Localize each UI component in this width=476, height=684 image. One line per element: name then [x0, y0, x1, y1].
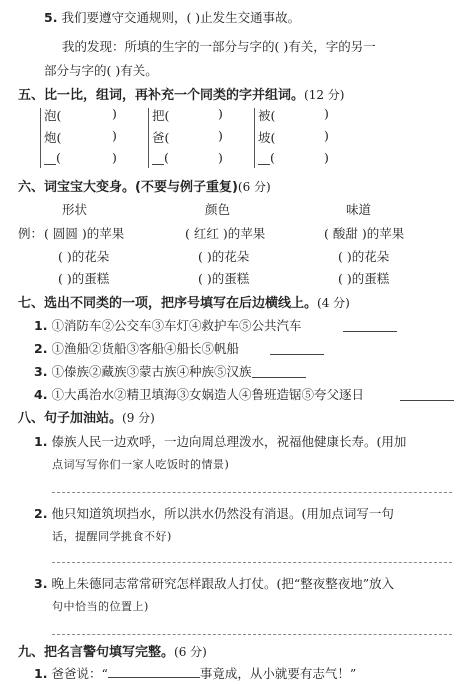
- item-number: 2.: [34, 341, 48, 356]
- sentence-question-3: [34, 574, 394, 592]
- item-text: ①消防车②公交车③车灯④救护车⑤公共汽车: [51, 318, 302, 333]
- group-close: ): [324, 150, 329, 165]
- group-close: ): [112, 150, 117, 165]
- choice-item: [34, 316, 301, 334]
- blank-line: [258, 164, 270, 165]
- fill-cake-shape: ( )的蛋糕: [58, 271, 110, 286]
- section-five-title: [18, 84, 344, 103]
- section-title-text: 九、把名言警句填写完整。: [18, 645, 175, 660]
- group-item-a: 被(: [258, 108, 276, 123]
- example-color: ( 红红 )的苹果: [185, 226, 266, 241]
- group-bracket: [148, 108, 149, 168]
- writing-line[interactable]: [52, 634, 452, 635]
- section-score: (6 分): [174, 645, 207, 659]
- sentence-question-1: [34, 432, 406, 450]
- writing-line[interactable]: [52, 492, 452, 493]
- compare-group-1: [40, 106, 130, 172]
- item-text: ①渔船②货船③客船④船长⑤帆船: [51, 341, 239, 356]
- group-item-a: 把(: [152, 108, 170, 123]
- proverb-prefix: 爸爸说：“: [51, 666, 108, 681]
- proverb-question-1: [34, 664, 356, 682]
- section-score: (12 分): [304, 88, 345, 102]
- writing-line[interactable]: [52, 562, 452, 563]
- item-number: 4.: [34, 387, 48, 402]
- discovery-line-1: 我的发现：所填的生字的一部分与字的( )有关，字的另一: [62, 39, 376, 54]
- item-text: ①大禹治水②精卫填海③女娲造人④鲁班造锯⑤夸父逐日: [51, 387, 364, 402]
- section-score: (6 分): [237, 180, 271, 194]
- choice-item: [34, 385, 364, 403]
- fill-flower-taste: ( )的花朵: [338, 249, 390, 264]
- section-title-text: 六、词宝宝大变身。(不要与例子重复): [18, 180, 238, 195]
- answer-line[interactable]: [343, 331, 397, 332]
- fill-cake-taste: ( )的蛋糕: [338, 271, 390, 286]
- section-nine-title: [18, 641, 207, 660]
- answer-line[interactable]: [252, 377, 306, 378]
- group-close: ): [112, 128, 117, 143]
- group-close: ): [324, 106, 329, 121]
- blank-line: [44, 164, 56, 165]
- sentence-instruction: 句中恰当的位置上): [52, 600, 149, 613]
- group-item-a: 泡(: [44, 108, 62, 123]
- group-item-b: 炮(: [44, 130, 62, 145]
- item-number: 3.: [34, 576, 48, 591]
- item-text: 傣族人民一边欢呼，一边向周总理泼水，祝福他健康长寿。(用加: [51, 434, 407, 449]
- item-number: 3.: [34, 364, 48, 379]
- fill-flower-color: ( )的花朵: [198, 249, 250, 264]
- sentence-instruction: 话，提醒同学挑食不好): [52, 530, 172, 543]
- item-number: 1.: [34, 318, 48, 333]
- header-shape: 形状: [62, 202, 88, 217]
- compare-group-2: [148, 106, 238, 172]
- group-item-c: (: [270, 150, 275, 165]
- blank-line: [152, 164, 164, 165]
- item-number: 1.: [34, 434, 48, 449]
- group-item-b: 坡(: [258, 130, 276, 145]
- proverb-blank[interactable]: [108, 665, 200, 678]
- section-six-title: [18, 176, 271, 195]
- choice-item: [34, 339, 239, 357]
- proverb-suffix: 事竟成，从小就要有志气！”: [199, 666, 357, 681]
- section-score: (9 分): [122, 411, 155, 425]
- group-item-c: (: [56, 150, 61, 165]
- group-close: ): [324, 128, 329, 143]
- item-number: 2.: [34, 506, 48, 521]
- section-score: (4 分): [317, 296, 350, 310]
- example-taste: ( 酸甜 )的苹果: [324, 226, 405, 241]
- group-bracket: [40, 108, 41, 168]
- item-number: 1.: [34, 666, 48, 681]
- group-close: ): [218, 128, 223, 143]
- item-text: ①傣族②藏族③蒙古族④种族⑤汉族: [51, 364, 252, 379]
- question-number: 5.: [44, 10, 58, 25]
- discovery-line-2: 部分与字的( )有关。: [44, 63, 158, 78]
- item-text: 晚上朱德同志常常研究怎样跟敌人打仗。(把“整夜整夜地”放入: [51, 576, 395, 591]
- fill-flower-shape: ( )的花朵: [58, 249, 110, 264]
- group-bracket: [254, 108, 255, 168]
- section-eight-title: [18, 407, 155, 426]
- group-close: ): [112, 106, 117, 121]
- section-title-text: 八、句子加油站。: [18, 411, 123, 426]
- section-title-text: 五、比一比，组词，再补充一个同类的字并组词。: [18, 88, 305, 103]
- group-close: ): [218, 150, 223, 165]
- item-text: 他只知道筑坝挡水，所以洪水仍然没有消退。(用加点词写一句: [51, 506, 394, 521]
- question-text: 我们要遵守交通规则，( )止发生交通事故。: [61, 10, 301, 25]
- sentence-instruction: 点词写写你们一家人吃饭时的情景): [52, 458, 230, 471]
- answer-line[interactable]: [270, 354, 324, 355]
- group-item-b: 爸(: [152, 130, 170, 145]
- group-close: ): [218, 106, 223, 121]
- example-shape: ( 圆圆 )的苹果: [44, 226, 125, 241]
- sentence-question-2: [34, 504, 394, 522]
- section-title-text: 七、选出不同类的一项，把序号填写在后边横线上。: [18, 296, 318, 311]
- question-5: [44, 8, 300, 26]
- header-color: 颜色: [205, 202, 231, 217]
- compare-group-3: [254, 106, 344, 172]
- example-label: 例：: [18, 226, 44, 241]
- answer-line[interactable]: [400, 400, 454, 401]
- fill-cake-color: ( )的蛋糕: [198, 271, 250, 286]
- section-seven-title: [18, 292, 350, 311]
- group-item-c: (: [164, 150, 169, 165]
- choice-item: [34, 362, 251, 380]
- header-taste: 味道: [346, 202, 372, 217]
